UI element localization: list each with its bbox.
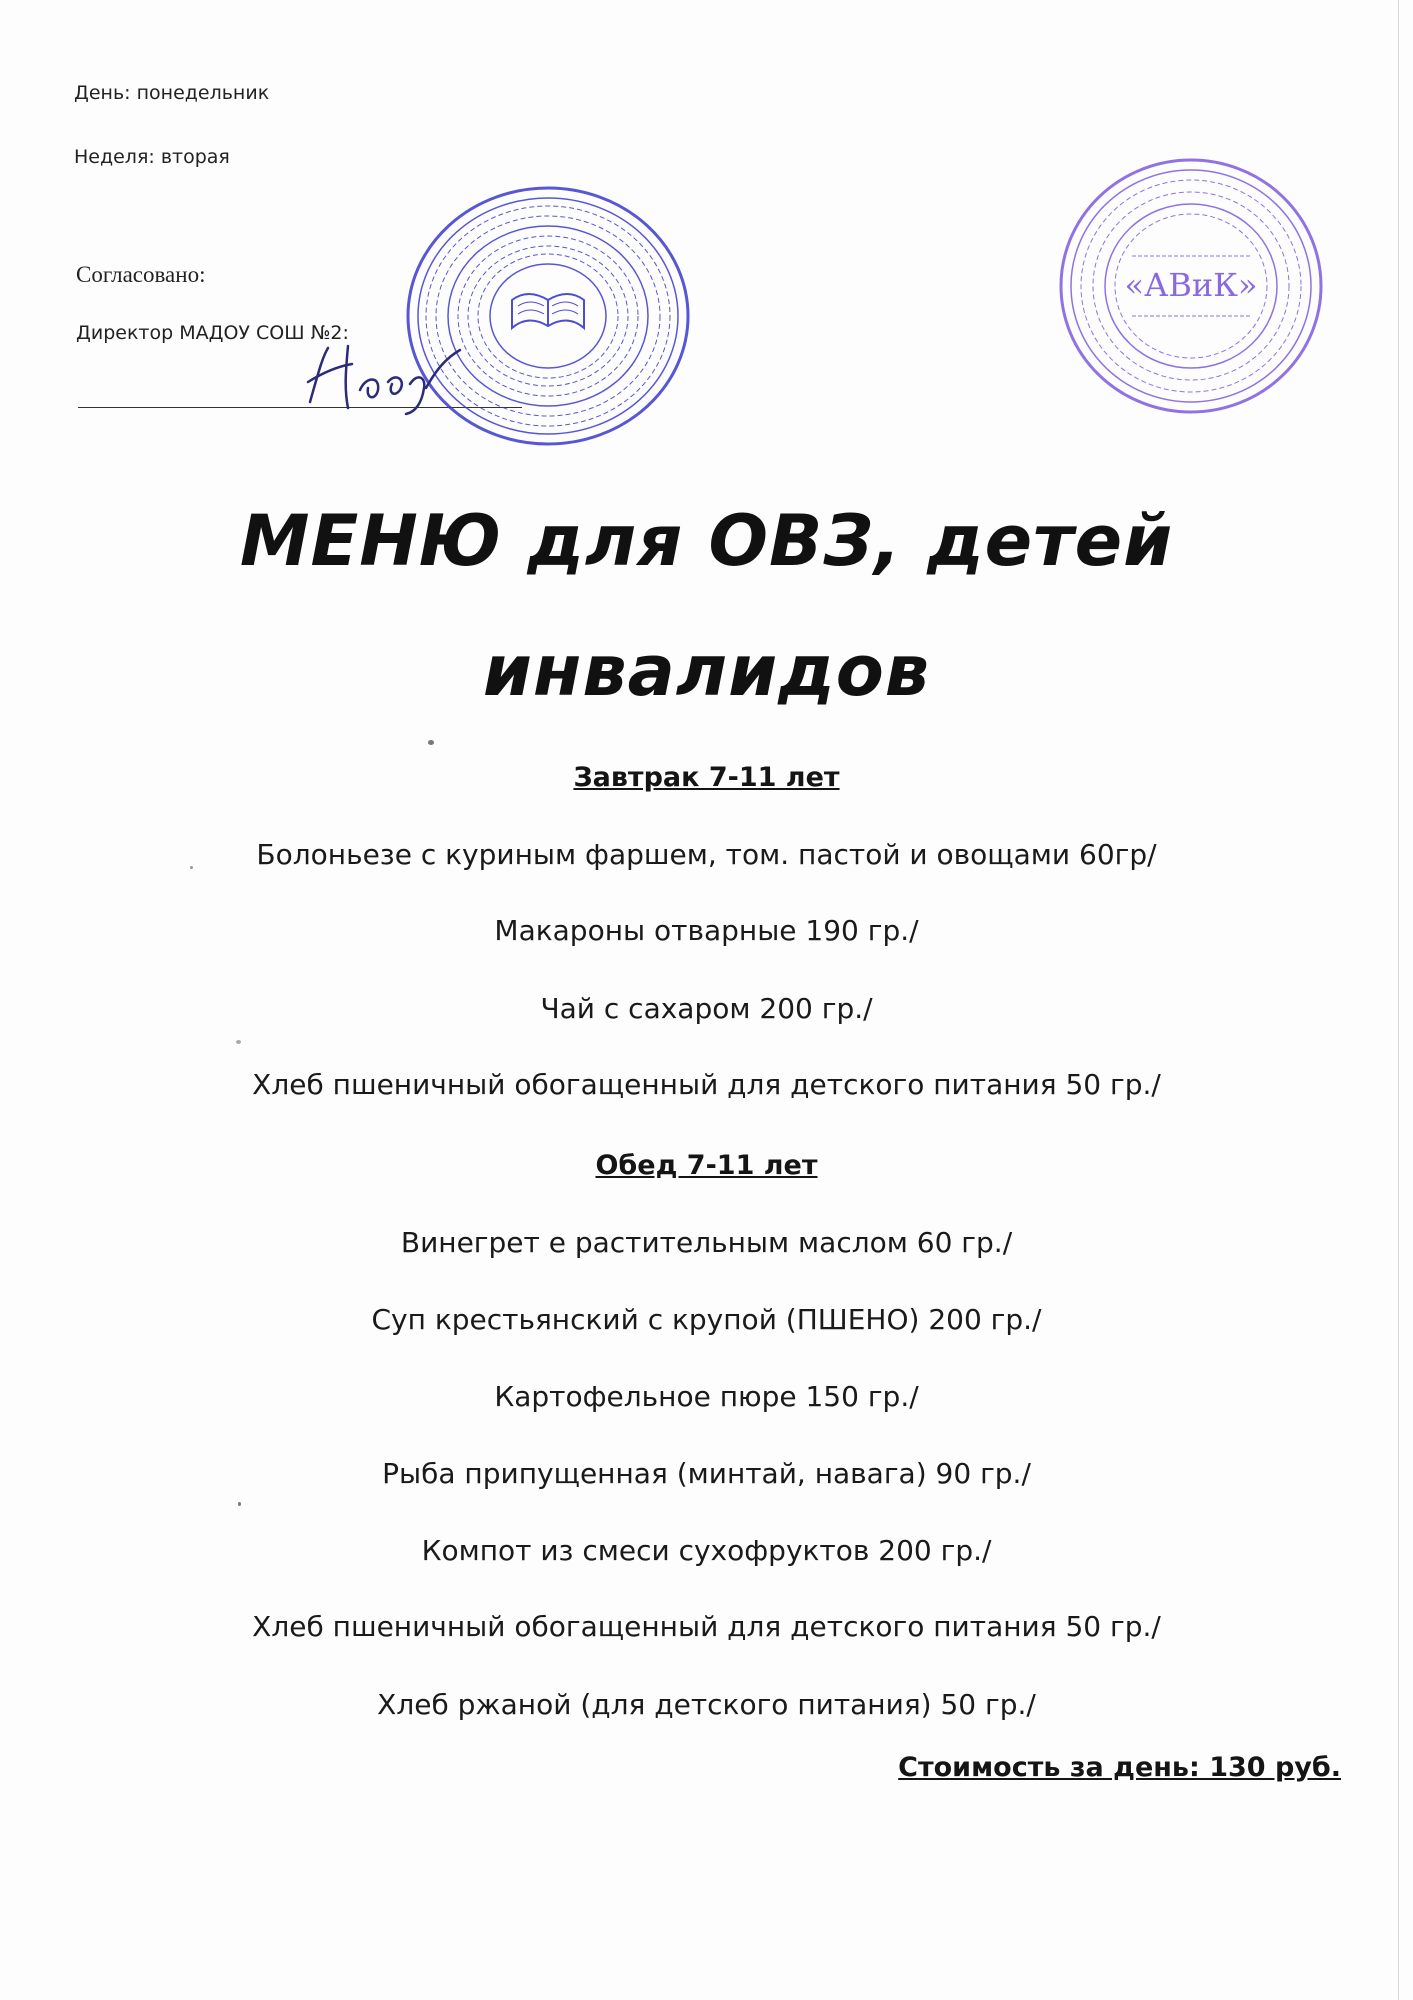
week-label: Неделя: вторая bbox=[74, 146, 230, 168]
lunch-item: Хлеб ржаной (для детского питания) 50 гр./ bbox=[377, 1688, 1036, 1721]
scan-speck bbox=[190, 866, 193, 869]
breakfast-item: Болоньезе с куриным фаршем, том. пастой и овощами 60гр/ bbox=[256, 838, 1157, 871]
lunch-item: Картофельное пюре 150 гр./ bbox=[494, 1380, 919, 1413]
breakfast-item: Хлеб пшеничный обогащенный для детского питания 50 гр./ bbox=[252, 1068, 1161, 1101]
company-stamp bbox=[1052, 150, 1330, 422]
breakfast-heading: Завтрак 7-11 лет bbox=[573, 762, 840, 793]
approved-label: Согласовано: bbox=[76, 262, 206, 287]
lunch-item: Компот из смеси сухофруктов 200 гр./ bbox=[421, 1534, 992, 1567]
menu-title-line-1: МЕНЮ для ОВЗ, детей bbox=[239, 500, 1174, 582]
menu-title-line-2: инвалидов bbox=[482, 630, 931, 712]
open-book-icon bbox=[512, 294, 584, 328]
breakfast-item: Макароны отварные 190 гр./ bbox=[494, 914, 919, 947]
scan-speck bbox=[428, 740, 434, 745]
lunch-heading: Обед 7-11 лет bbox=[595, 1150, 818, 1181]
lunch-item: Винегрет е растительным маслом 60 гр./ bbox=[400, 1226, 1013, 1259]
breakfast-item: Чай с сахаром 200 гр./ bbox=[540, 992, 873, 1025]
scan-speck bbox=[238, 1502, 241, 1506]
day-label: День: понедельник bbox=[74, 82, 270, 104]
daily-cost: Стоимость за день: 130 руб. bbox=[898, 1752, 1341, 1783]
scan-speck bbox=[236, 1040, 241, 1044]
lunch-item: Суп крестьянский с крупой (ПШЕНО) 200 гр./ bbox=[371, 1303, 1042, 1336]
director-signature bbox=[296, 328, 466, 418]
lunch-item: Рыба припущенная (минтай, навага) 90 гр./ bbox=[382, 1457, 1031, 1490]
company-stamp-text: «АВиК» bbox=[1124, 266, 1258, 304]
lunch-item: Хлеб пшеничный обогащенный для детского питания 50 гр./ bbox=[252, 1610, 1161, 1643]
director-label: Директор МАДОУ СОШ №2: bbox=[76, 322, 349, 344]
